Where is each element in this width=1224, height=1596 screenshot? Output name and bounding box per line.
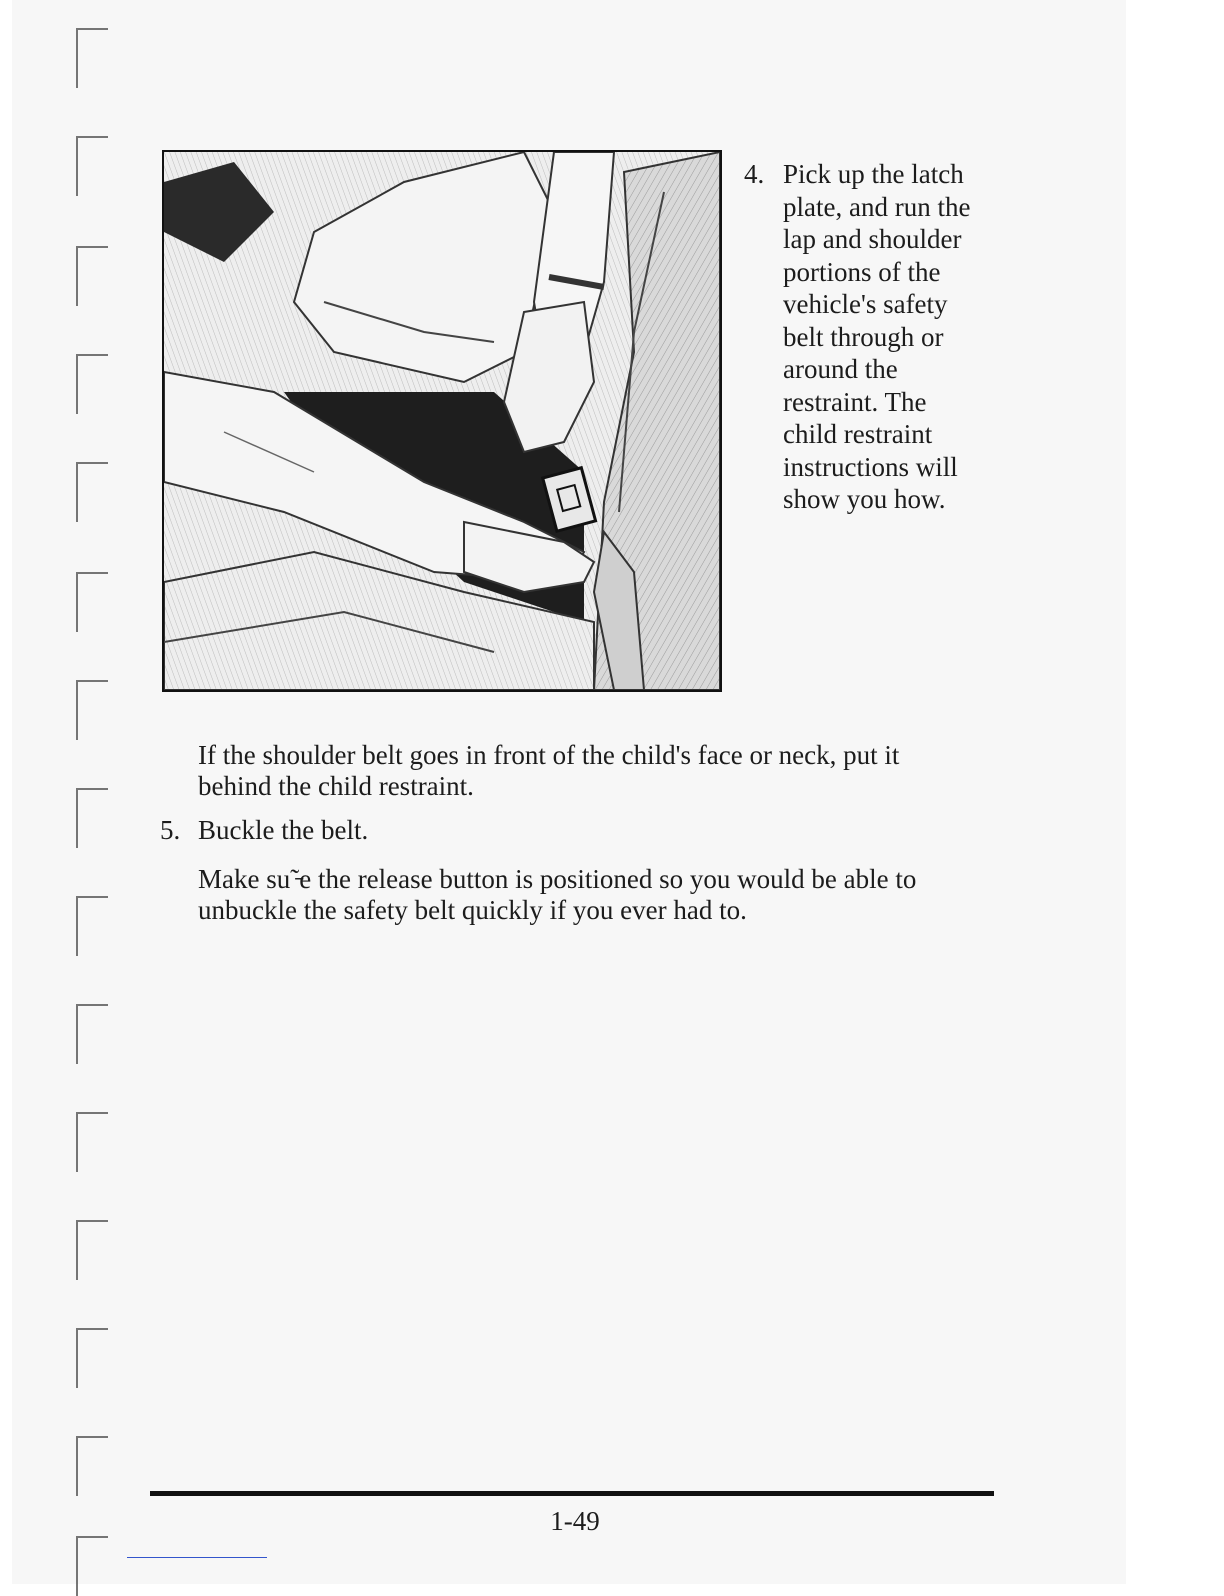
text-line: show you how. [783, 484, 946, 514]
binding-mark [76, 462, 108, 522]
step-5-text: Buckle the belt. [198, 815, 369, 845]
seatbelt-illustration [162, 150, 722, 692]
link-underline[interactable] [127, 1557, 267, 1558]
binding-mark [76, 1328, 108, 1388]
text-line: around the [783, 354, 898, 384]
text-line: Pick up the latch [783, 159, 964, 189]
binding-mark [76, 246, 108, 306]
shoulder-belt-note [198, 740, 978, 802]
text-line: vehicle's safety [783, 289, 948, 319]
text-line: plate, and run the [783, 191, 971, 222]
text-line: instructions will [783, 451, 958, 482]
binding-mark [76, 896, 108, 956]
text-line: behind the child restraint. [198, 771, 474, 801]
footer-rule [150, 1491, 994, 1496]
binding-mark [76, 788, 108, 848]
step-4-text [783, 158, 993, 516]
binding-mark [76, 28, 108, 88]
step-number: 5. [160, 815, 181, 845]
release-button-note [198, 864, 978, 926]
binding-mark [76, 572, 108, 632]
binding-mark [76, 1112, 108, 1172]
binding-mark [76, 1220, 108, 1280]
text-line: portions of the [783, 256, 941, 287]
text-line: restraint. The [783, 386, 927, 417]
text-line: unbuckle the safety belt quickly if you ever had to. [198, 895, 747, 925]
latch-plate-drawing-icon [164, 152, 720, 690]
text-line: lap and shoulder [783, 224, 962, 254]
text-line: If the shoulder belt goes in front of the child's face or neck, put it [198, 740, 900, 770]
step-number: 4. [744, 159, 765, 189]
binding-mark [76, 680, 108, 740]
binding-mark [76, 136, 108, 196]
page-number: 1-49 [550, 1506, 600, 1536]
binding-mark [76, 1436, 108, 1496]
text-line: Make su˜̵e the release button is positioned so you would be able to [198, 864, 917, 894]
text-line: child restraint [783, 419, 933, 449]
binding-mark [76, 1004, 108, 1064]
text-line: belt through or [783, 321, 944, 352]
binding-mark [76, 354, 108, 414]
binding-mark [76, 1536, 108, 1596]
